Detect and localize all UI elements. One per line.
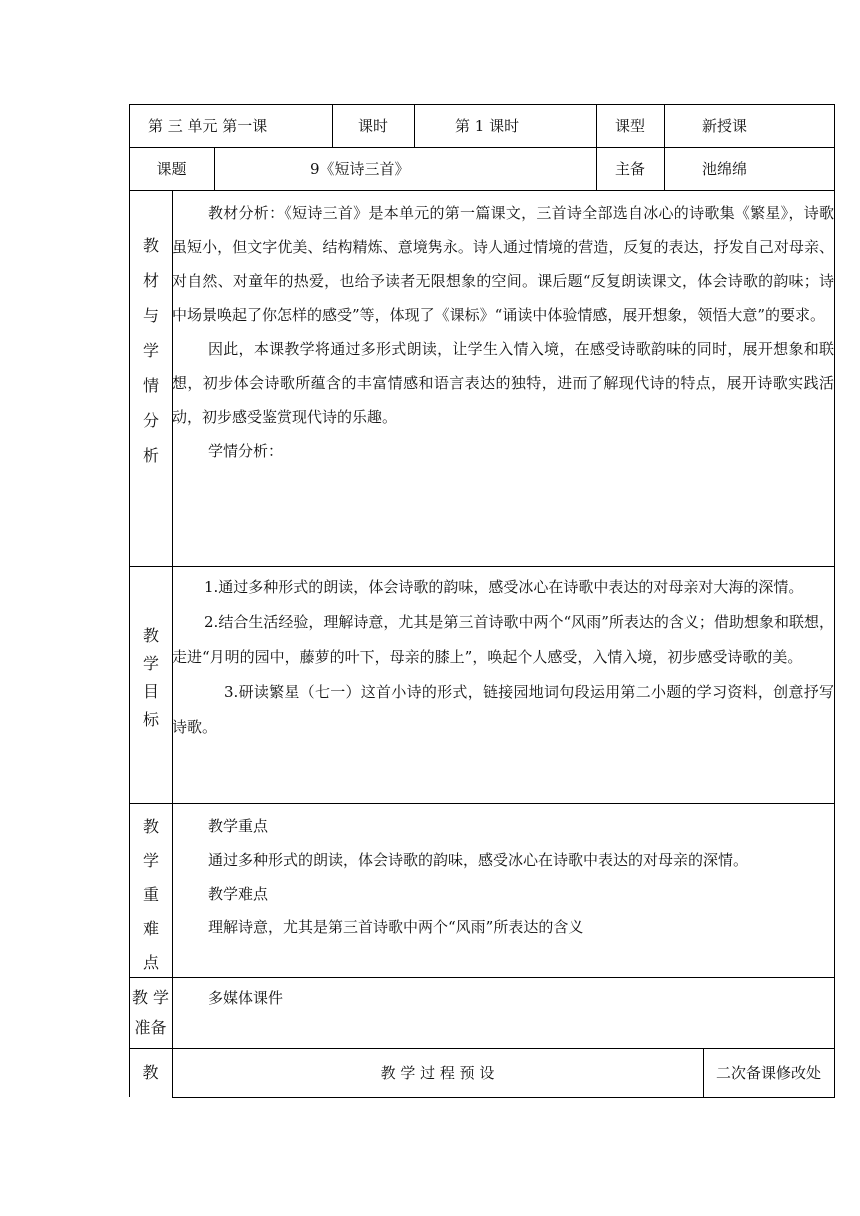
rule bbox=[414, 104, 415, 147]
rule bbox=[664, 104, 665, 190]
difficulty-title: 教学难点 bbox=[208, 885, 269, 903]
rule bbox=[172, 1097, 835, 1098]
goal-item: 2.结合生活经验，理解诗意，尤其是第三首诗歌中两个“风雨”所表达的含义；借助想象和联想，走进“月明的园中，藤萝的叶下，母亲的膝上”，唤起个人感受，入情入境，初步感受诗歌的美。 bbox=[172, 613, 834, 666]
rule-left bbox=[129, 104, 130, 1097]
difficulty-text: 理解诗意，尤其是第三首诗歌中两个“风雨”所表达的含义 bbox=[208, 918, 584, 936]
goal-item: 1.通过多种形式的朗读，体会诗歌的韵味，感受冰心在诗歌中表达的对母亲对大海的深情。 bbox=[204, 578, 804, 596]
rule bbox=[129, 803, 835, 804]
process-title: 教 学 过 程 预 设 bbox=[380, 1064, 495, 1082]
prep-label-line2: 准备 bbox=[134, 1018, 167, 1037]
rule bbox=[129, 977, 835, 978]
analysis-text bbox=[172, 196, 834, 468]
unit-lesson: 第 三 单元 第一课 bbox=[148, 117, 268, 135]
prep-text: 多媒体课件 bbox=[208, 989, 284, 1007]
keshi-label: 课时 bbox=[357, 117, 388, 135]
zhubei-value: 池绵绵 bbox=[702, 160, 748, 178]
goals-label: 教 学 目 标 bbox=[142, 626, 159, 729]
analysis-paragraph: 教材分析：《短诗三首》是本单元的第一篇课文，三首诗全部选自冰心的诗歌集《繁星》，诗歌虽短小，但文字优美、结构精炼、意境隽永。诗人通过情境的营造，反复的表达，抒发自己对母亲、对自然、对童年的热爱，也给予读者无限想象的空间。课后题“反复朗读课文，体会诗歌的韵味；诗中场景唤起了你怎样的感受”等，体现了《课标》“诵读中体验情感，展开想象，领悟大意”的要求。 bbox=[172, 204, 834, 324]
rule bbox=[129, 190, 835, 191]
keypoints-label: 教 学 重 难 点 bbox=[142, 817, 159, 972]
prep-label-line1: 教 学 bbox=[131, 988, 170, 1007]
kexing-label: 课型 bbox=[614, 117, 645, 135]
analysis-label: 教 材 与 学 情 分 析 bbox=[142, 236, 159, 465]
rule-right bbox=[834, 104, 835, 1098]
keti-label: 课题 bbox=[156, 160, 187, 178]
rule bbox=[214, 147, 215, 190]
kexing-value: 新授课 bbox=[702, 117, 748, 135]
rule bbox=[129, 1048, 835, 1049]
rule bbox=[129, 104, 835, 105]
rule bbox=[129, 147, 835, 148]
revision-column-title: 二次备课修改处 bbox=[715, 1064, 821, 1082]
goals-text bbox=[172, 570, 834, 745]
keti-value: 9《短诗三首》 bbox=[310, 160, 410, 178]
process-label: 教 bbox=[142, 1063, 159, 1082]
zhubei-label: 主备 bbox=[614, 160, 645, 178]
keshi-value: 第 1 课时 bbox=[455, 117, 520, 135]
key-title: 教学重点 bbox=[208, 817, 269, 835]
student-analysis-heading: 学情分析： bbox=[208, 442, 284, 460]
key-text: 通过多种形式的朗读，体会诗歌的韵味，感受冰心在诗歌中表达的对母亲的深情。 bbox=[208, 851, 749, 869]
goal-item: 3.研读繁星（七一）这首小诗的形式，链接园地词句段运用第二小题的学习资料，创意抒写诗歌。 bbox=[172, 683, 834, 736]
rule bbox=[129, 566, 835, 567]
analysis-paragraph: 因此，本课教学将通过多形式朗读，让学生入情入境，在感受诗歌韵味的同时，展开想象和联想，初步体会诗歌所蕴含的丰富情感和语言表达的独特，进而了解现代诗的特点，展开诗歌实践活动，初步感受鉴赏现代诗的乐趣。 bbox=[172, 340, 834, 426]
